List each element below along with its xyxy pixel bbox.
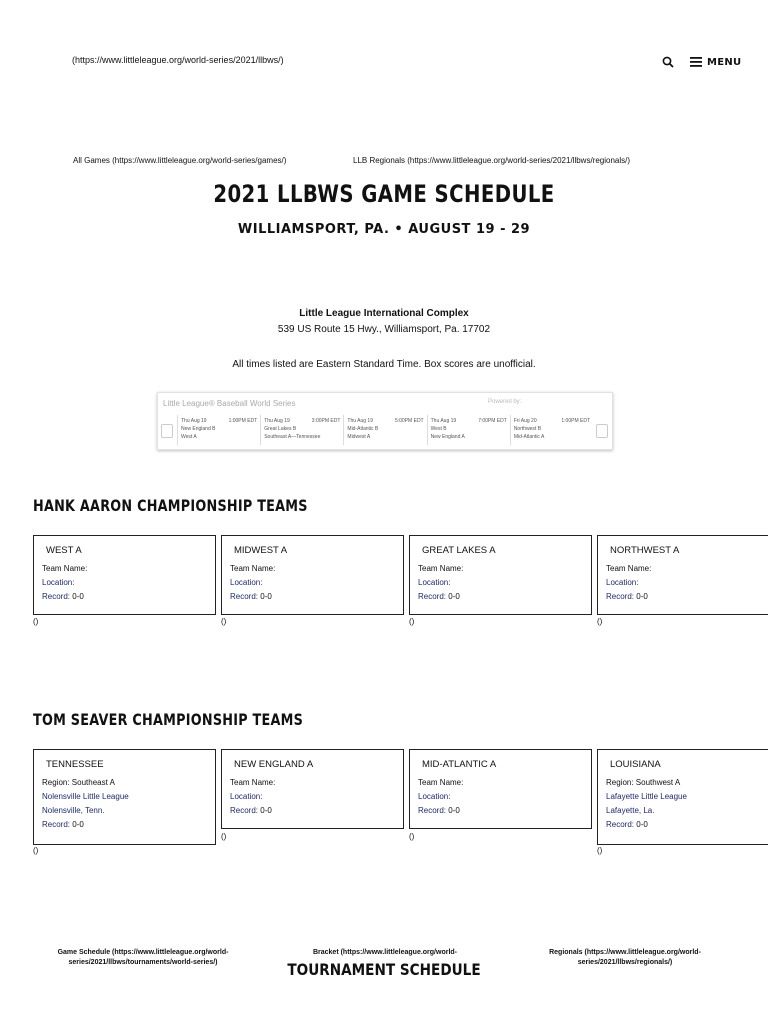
team-card-tennessee[interactable] xyxy=(33,749,216,845)
team-record: 0-0 xyxy=(260,592,272,601)
menu-label: MENU xyxy=(707,56,742,68)
schedule-widget xyxy=(157,392,613,450)
widget-game[interactable] xyxy=(260,415,343,445)
game-team: Southeast A—Tennessee xyxy=(264,434,321,440)
team-record: 0-0 xyxy=(636,820,648,829)
team-location-label: Location: xyxy=(230,578,263,587)
hamburger-icon xyxy=(690,57,702,67)
tom-seaver-section-title: TOM SEAVER CHAMPIONSHIP TEAMS xyxy=(33,710,304,729)
hank-aaron-section-title: HANK AARON CHAMPIONSHIP TEAMS xyxy=(33,496,308,515)
team-card-footnote: () xyxy=(221,617,227,626)
footer-bracket-link[interactable]: Bracket (https://www.littleleague.org/world- xyxy=(312,949,458,956)
team-card-footnote: () xyxy=(409,832,415,841)
page-title: 2021 LLBWS GAME SCHEDULE xyxy=(213,180,555,208)
team-record: 0-0 xyxy=(636,592,648,601)
team-record-label: Record: xyxy=(418,592,447,601)
team-card-midwest-a[interactable] xyxy=(221,535,404,615)
team-record: 0-0 xyxy=(448,806,460,815)
game-date: Fri Aug 20 xyxy=(513,418,537,424)
team-region: WEST A xyxy=(46,545,82,556)
team-record: 0-0 xyxy=(72,592,84,601)
team-card-footnote: () xyxy=(597,846,603,855)
venue-name: Little League International Complex xyxy=(299,308,469,319)
footer-regionals-link[interactable]: Regionals (https://www.littleleague.org/world-series/2021/llbws/regionals/) xyxy=(549,949,701,966)
game-date: Thu Aug 19 xyxy=(264,418,290,424)
team-region-line: Region: Southwest A xyxy=(606,778,681,787)
team-card-west-a[interactable] xyxy=(33,535,216,615)
team-record: 0-0 xyxy=(72,820,84,829)
search-button[interactable] xyxy=(662,54,678,70)
team-record-label: Record: xyxy=(42,592,71,601)
team-name-label: Team Name: xyxy=(418,778,464,787)
team-name-label: Team Name: xyxy=(42,564,88,573)
home-link[interactable]: (https://www.littleleague.org/world-series/2021/llbws/) xyxy=(72,55,284,65)
team-card-louisiana[interactable] xyxy=(597,749,768,845)
game-time: 3:00PM EDT xyxy=(311,418,341,424)
game-time: 5:00PM EDT xyxy=(394,418,424,424)
team-record-label: Record: xyxy=(230,592,259,601)
team-name-label: Team Name: xyxy=(230,564,276,573)
widget-game[interactable] xyxy=(510,415,593,445)
team-card-footnote: () xyxy=(221,832,227,841)
time-notice: All times listed are Eastern Standard Time. Box scores are unofficial. xyxy=(232,359,536,370)
game-time: 1:00PM EDT xyxy=(561,418,591,424)
game-date: Thu Aug 19 xyxy=(430,418,457,424)
footer-game-schedule-link[interactable]: Game Schedule (https://www.littleleague.org/world-series/2021/llbws/tournaments/world-series/) xyxy=(57,949,229,966)
team-record-label: Record: xyxy=(606,820,635,829)
team-city: Lafayette, La. xyxy=(606,806,655,815)
widget-title: Little League® Baseball World Series xyxy=(163,399,296,408)
team-record-label: Record: xyxy=(42,820,71,829)
widget-game[interactable] xyxy=(343,415,426,445)
game-date: Thu Aug 19 xyxy=(347,418,373,424)
game-time: 1:00PM EDT xyxy=(228,418,258,424)
game-team: West B xyxy=(430,426,447,432)
team-card-footnote: () xyxy=(33,846,39,855)
game-team: New England A xyxy=(430,434,465,440)
team-card-mid-atlantic-a[interactable] xyxy=(409,749,592,829)
game-team: West A xyxy=(181,434,197,440)
team-region: LOUISIANA xyxy=(610,759,661,770)
llb-regionals-link[interactable]: LLB Regionals (https://www.littleleague.org/world-series/2021/llbws/regionals/) xyxy=(353,156,631,165)
team-card-northwest-a[interactable] xyxy=(597,535,768,615)
widget-prev-button[interactable] xyxy=(161,424,173,438)
team-location-label: Location: xyxy=(418,578,451,587)
team-region-line: Region: Southeast A xyxy=(42,778,115,787)
team-card-footnote: () xyxy=(33,617,39,626)
team-card-footnote: () xyxy=(597,617,603,626)
team-region: MID-ATLANTIC A xyxy=(422,759,497,770)
team-record-label: Record: xyxy=(418,806,447,815)
team-card-great-lakes-a[interactable] xyxy=(409,535,592,615)
game-team: Great Lakes B xyxy=(264,426,297,432)
team-region: GREAT LAKES A xyxy=(422,545,496,556)
search-icon xyxy=(662,56,674,68)
team-name-label: Team Name: xyxy=(418,564,464,573)
all-games-link[interactable]: All Games (https://www.littleleague.org/world-series/games/) xyxy=(73,156,287,165)
game-team: Midwest A xyxy=(347,434,371,440)
widget-games xyxy=(177,415,593,445)
team-card-footnote: () xyxy=(409,617,415,626)
widget-next-button[interactable] xyxy=(596,424,608,438)
team-location-label: Location: xyxy=(42,578,75,587)
team-record-label: Record: xyxy=(606,592,635,601)
game-time: 7:00PM EDT xyxy=(478,418,507,424)
page-subtitle: WILLIAMSPORT, PA. • AUGUST 19 - 29 xyxy=(237,222,531,237)
team-region: TENNESSEE xyxy=(46,759,104,770)
team-location-label: Location: xyxy=(606,578,639,587)
team-card-new-england-a[interactable] xyxy=(221,749,404,829)
menu-button[interactable] xyxy=(690,54,741,70)
widget-powered-by: Powered by: xyxy=(488,399,522,405)
team-location-label: Location: xyxy=(230,792,263,801)
team-region: NEW ENGLAND A xyxy=(234,759,314,770)
top-bar xyxy=(0,54,768,70)
tournament-schedule-title: TOURNAMENT SCHEDULE xyxy=(287,960,481,979)
widget-game[interactable] xyxy=(177,415,260,445)
team-record-label: Record: xyxy=(230,806,259,815)
game-team: Mid-Atlantic B xyxy=(347,426,379,432)
team-name-label: Team Name: xyxy=(230,778,276,787)
game-team: Mid-Atlantic A xyxy=(513,434,545,440)
team-record: 0-0 xyxy=(448,592,460,601)
team-city: Nolensville, Tenn. xyxy=(42,806,105,815)
team-league-link[interactable]: Nolensville Little League xyxy=(42,792,129,801)
game-team: New England B xyxy=(181,426,216,432)
team-region: NORTHWEST A xyxy=(610,545,680,556)
game-team: Northwest B xyxy=(513,426,542,432)
team-region: MIDWEST A xyxy=(234,545,288,556)
team-league-link[interactable]: Lafayette Little League xyxy=(606,792,687,801)
widget-game[interactable] xyxy=(427,415,510,445)
breadcrumb xyxy=(0,156,768,168)
game-date: Thu Aug 19 xyxy=(181,418,207,424)
team-location-label: Location: xyxy=(418,792,451,801)
team-name-label: Team Name: xyxy=(606,564,652,573)
team-record: 0-0 xyxy=(260,806,272,815)
venue-address: 539 US Route 15 Hwy., Williamsport, Pa. 17702 xyxy=(277,324,491,335)
